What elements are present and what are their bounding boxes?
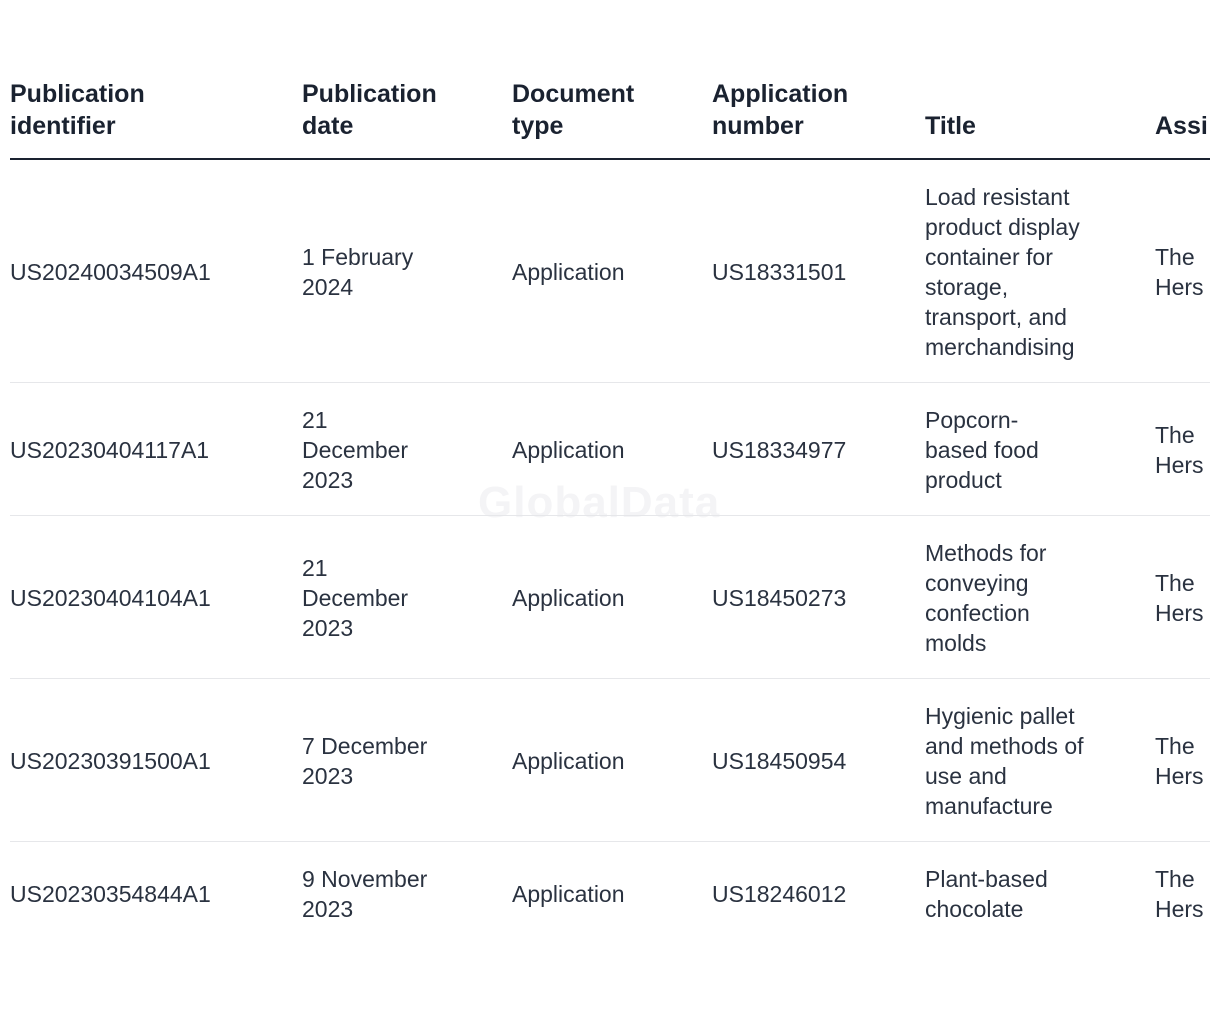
- cell-assignee: [1155, 383, 1210, 516]
- cell-publication-identifier: [10, 516, 302, 679]
- cell-assignee: [1155, 159, 1210, 383]
- cell-application-number: [712, 679, 925, 842]
- title: Load resistant product display container for storage, transport, and merchandising: [925, 184, 1080, 360]
- document-type: Application: [512, 748, 625, 774]
- title: Plant-based chocolate: [925, 866, 1048, 922]
- application-number: US18246012: [712, 881, 847, 907]
- document-type: Application: [512, 881, 625, 907]
- publication-identifier: US20230404104A1: [10, 585, 211, 611]
- document-type: Application: [512, 585, 625, 611]
- publication-identifier: US20230391500A1: [10, 748, 211, 774]
- cell-title: [925, 516, 1155, 679]
- application-number: US18450273: [712, 585, 847, 611]
- header-text: Application: [712, 80, 849, 108]
- cell-publication-date: [302, 516, 512, 679]
- header-publication-identifier: [10, 70, 302, 159]
- table-row: [10, 159, 1210, 383]
- title: Popcorn-based food product: [925, 407, 1039, 493]
- publication-date: 21 December 2023: [302, 555, 409, 641]
- header-text: number: [712, 112, 804, 140]
- application-number: US18334977: [712, 437, 847, 463]
- cell-publication-identifier: [10, 679, 302, 842]
- application-number: US18331501: [712, 259, 847, 285]
- header-text: identifier: [10, 112, 116, 140]
- cell-application-number: [712, 159, 925, 383]
- patent-table-container[interactable]: [10, 70, 1210, 944]
- header-title: [925, 70, 1155, 159]
- watermark: GlobalData: [478, 478, 721, 527]
- document-type: Application: [512, 437, 625, 463]
- publication-date: 21 December 2023: [302, 407, 409, 493]
- title: Methods for conveying confection molds: [925, 540, 1047, 656]
- cell-publication-identifier: [10, 383, 302, 516]
- cell-application-number: [712, 842, 925, 945]
- publication-date: 1 February 2024: [302, 244, 414, 300]
- publication-date: 9 November 2023: [302, 866, 428, 922]
- cell-publication-date: [302, 159, 512, 383]
- cell-publication-identifier: [10, 842, 302, 945]
- assignee: The Hers: [1155, 570, 1204, 626]
- patent-table: [10, 70, 1210, 944]
- cell-document-type: [512, 842, 712, 945]
- header-text: Assi: [1155, 112, 1208, 140]
- cell-publication-date: [302, 383, 512, 516]
- assignee: The Hers: [1155, 244, 1204, 300]
- assignee: The Hers: [1155, 733, 1204, 789]
- header-text: date: [302, 112, 354, 140]
- title: Hygienic pallet and methods of use and manufacture: [925, 703, 1084, 819]
- cell-application-number: [712, 383, 925, 516]
- assignee: The Hers: [1155, 866, 1204, 922]
- cell-title: [925, 159, 1155, 383]
- header-text: Title: [925, 112, 976, 140]
- header-text: Publication: [10, 80, 145, 108]
- publication-identifier: US20240034509A1: [10, 259, 211, 285]
- table-header-row: [10, 70, 1210, 159]
- cell-document-type: [512, 679, 712, 842]
- cell-assignee: [1155, 842, 1210, 945]
- assignee: The Hers: [1155, 422, 1204, 478]
- cell-publication-date: [302, 842, 512, 945]
- cell-assignee: [1155, 679, 1210, 842]
- cell-application-number: [712, 516, 925, 679]
- cell-title: [925, 842, 1155, 945]
- table-row: [10, 842, 1210, 945]
- header-assignee: [1155, 70, 1210, 159]
- application-number: US18450954: [712, 748, 847, 774]
- header-application-number: [712, 70, 925, 159]
- header-publication-date: [302, 70, 512, 159]
- table-row: [10, 383, 1210, 516]
- header-text: Document: [512, 80, 635, 108]
- header-text: Publication: [302, 80, 437, 108]
- cell-title: [925, 383, 1155, 516]
- table-row: [10, 679, 1210, 842]
- cell-document-type: [512, 383, 712, 516]
- publication-date: 7 December 2023: [302, 733, 428, 789]
- cell-assignee: [1155, 516, 1210, 679]
- table-row: [10, 516, 1210, 679]
- cell-publication-identifier: [10, 159, 302, 383]
- document-type: Application: [512, 259, 625, 285]
- publication-identifier: US20230404117A1: [10, 437, 210, 463]
- publication-identifier: US20230354844A1: [10, 881, 211, 907]
- header-document-type: [512, 70, 712, 159]
- cell-publication-date: [302, 679, 512, 842]
- cell-document-type: [512, 159, 712, 383]
- header-text: type: [512, 112, 564, 140]
- cell-title: [925, 679, 1155, 842]
- cell-document-type: [512, 516, 712, 679]
